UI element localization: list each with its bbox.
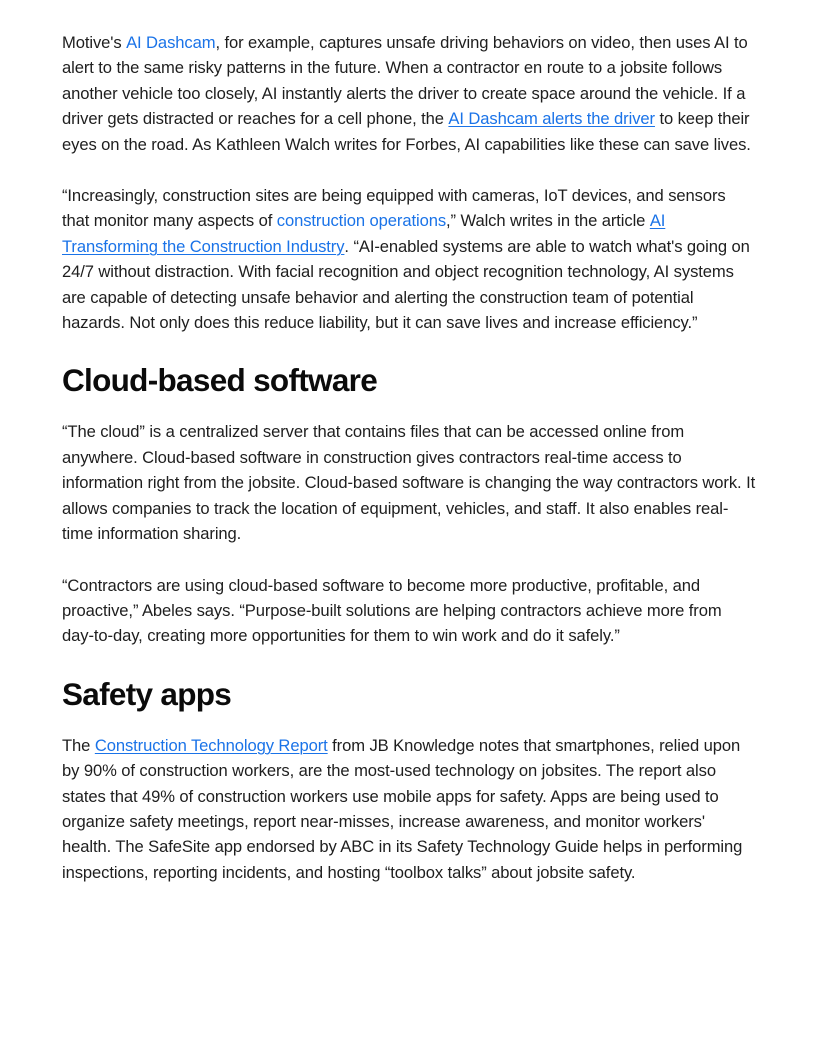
- paragraph-the-cloud-definition: “The cloud” is a centralized server that contains files that can be accessed online from anywhere. Cloud-based software in construction gives contractors real-time access to information right from the jobsite. Cloud-based software is changing the way contractors work. It allows companies to track the location of equipment, vehicles, and staff. It also enables real-time information sharing.: [62, 422, 756, 544]
- link-construction-technology-report[interactable]: Construction Technology Report: [94, 735, 328, 755]
- paragraph-text-segment: . “AI-enabled systems are able to watch what's going on 24/7 without distraction. With facial recognition and object recognition technology, AI systems are capable of detecting unsafe behavior and alerting the construction team of potential hazards. Not only does this reduce liability, but it can save lives and increase efficiency.”: [62, 236, 750, 333]
- heading-safety-apps: Safety apps: [62, 675, 232, 712]
- link-ai-transforming-the-construction-industry[interactable]: AI Transforming the Construction Industry: [62, 211, 666, 256]
- heading-cloud-based-software: Cloud-based software: [62, 362, 378, 399]
- paragraph-text-segment: from JB Knowledge notes that smartphones, relied upon by 90% of construction workers, are the most-used technology on jobsites. The report also states that 49% of construction workers use mobile apps for safety. Apps are being used to organize safety meetings, report near-misses, increase awareness, and monitor workers' health. The SafeSite app endorsed by ABC in its Safety Technology Guide helps in performing inspections, reporting incidents, and hosting “toolbox talks” about jobsite safety.: [62, 735, 743, 882]
- paragraph-text-segment: ,” Walch writes in the article: [446, 211, 650, 231]
- article-body: [62, 30, 756, 885]
- paragraph-text-segment: The: [62, 735, 95, 755]
- paragraph-text-segment: to keep their eyes on the road. As Kathleen Walch writes for Forbes, AI capabilities like these can save lives.: [62, 109, 751, 154]
- paragraph-safety-apps-report: [62, 733, 756, 885]
- paragraph-text-segment: , for example, captures unsafe driving behaviors on video, then uses AI to alert to the same risky patterns in the future. When a contractor en route to a jobsite follows another vehicle too closely, AI instantly alerts the driver to create space around the vehicle. If a driver gets distracted or reaches for a cell phone, the: [62, 33, 748, 129]
- link-ai-dashcam[interactable]: AI Dashcam: [126, 33, 216, 52]
- link-ai-dashcam-alerts-the-driver[interactable]: AI Dashcam alerts the driver: [448, 109, 655, 129]
- paragraph-walch-quote: [62, 183, 756, 335]
- link-construction-operations[interactable]: construction operations: [276, 211, 447, 231]
- paragraph-ai-dashcam: [62, 30, 756, 157]
- paragraph-abeles-quote: “Contractors are using cloud-based software to become more productive, profitable, and proactive,” Abeles says. “Purpose-built solutions are helping contractors achieve more from day-to-day, creating more opportunities for them to win work and do it safely.”: [62, 575, 722, 646]
- paragraph-text-segment: “Increasingly, construction sites are being equipped with cameras, IoT devices, and sensors that monitor many aspects of: [62, 186, 726, 231]
- paragraph-text-segment: Motive's: [62, 33, 127, 52]
